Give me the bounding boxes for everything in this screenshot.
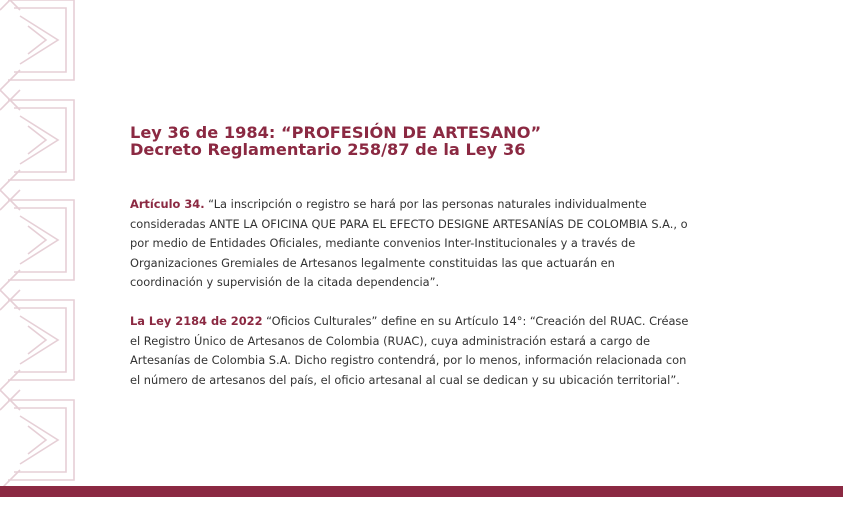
paragraph-lead: Artículo 34. [130,197,205,211]
title-line-2: Decreto Reglamentario 258/87 de la Ley 36 [130,140,526,159]
pattern-tile [0,290,74,390]
paragraph-ley-2184 [130,312,690,390]
paragraph-text: “La inscripción o registro se hará por las personas naturales individualmente consideradas ANTE LA OFICINA QUE PARA EL EFECTO DESIGNE ARTESANÍAS DE COLOMBIA S.A., o por medio de Entidades Oficiales, mediante convenios Inter-Institucionales y a través de Organizaciones Gremiales de Artesanos legalmente constituidas las que actuarán en coordinación y supervisión de la citada dependencia”. [130,197,688,290]
paragraph-text: “Oficios Culturales” define en su Artículo 14°: “Creación del RUAC. Créase el Registro Único de Artesanos de Colombia (RUAC), cuya administración estará a cargo de Artesanías de Colombia S.A. Dicho registro contendrá, por lo menos, información relacionada con el número de artesanos del país, el oficio artesanal al cual se dedican y su ubicación territorial”. [130,313,689,387]
document-content [130,124,690,390]
footer-accent-bar [0,486,843,497]
pattern-stroke [20,216,58,264]
pattern-stroke [8,400,74,480]
pattern-stroke [20,416,58,464]
pattern-tile [0,0,74,90]
document-title [130,124,690,158]
paragraph-article-34 [130,195,690,293]
pattern-stroke [0,470,20,486]
decorative-side-pattern [0,0,80,486]
paragraph-lead: La Ley 2184 de 2022 [130,313,263,328]
pattern-stroke [8,0,74,80]
pattern-stroke [20,16,58,64]
pattern-tile [0,190,74,290]
pattern-stroke [20,316,58,364]
pattern-stroke [20,116,58,164]
pattern-stroke [8,100,74,180]
pattern-stroke [8,300,74,380]
title-line-1: Ley 36 de 1984: “PROFESIÓN DE ARTESANO” [130,123,542,142]
pattern-tile [0,390,74,486]
pattern-stroke [8,200,74,280]
geometric-pattern-graphic [0,0,80,486]
pattern-tile [0,90,74,190]
